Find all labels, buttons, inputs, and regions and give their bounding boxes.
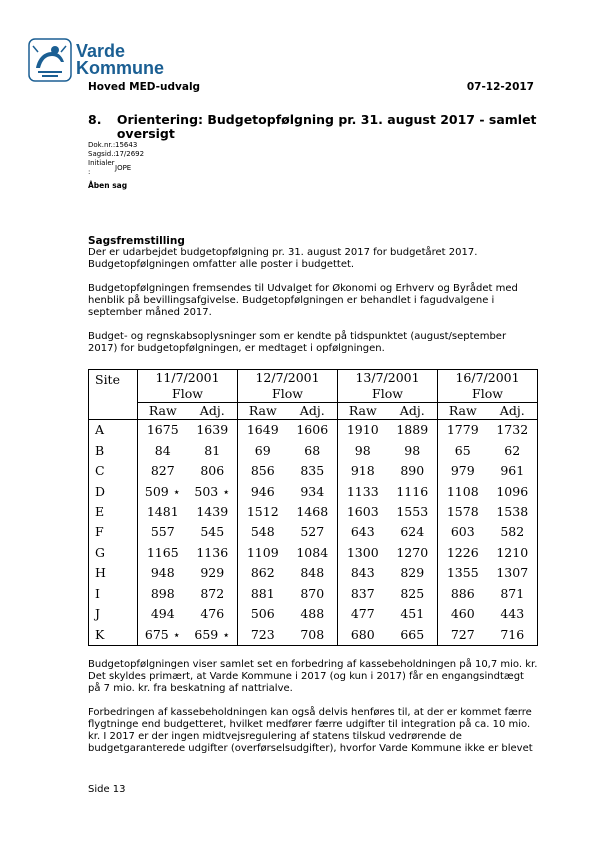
raw-cell: 65 xyxy=(454,442,471,458)
date-header: 12/7/2001 xyxy=(238,370,338,387)
date-header: 11/7/2001 xyxy=(138,370,238,387)
raw-cell: 675 ⋆ xyxy=(144,626,181,642)
raw-cell: 1578 xyxy=(446,504,479,520)
raw-header: Raw xyxy=(138,403,188,420)
raw-cell: 1649 xyxy=(246,422,279,438)
site-cell: F xyxy=(89,522,138,542)
meeting-header xyxy=(88,81,534,93)
table-row xyxy=(89,420,538,441)
adj-cell: 62 xyxy=(504,442,521,458)
committee-name: Hoved MED-udvalg xyxy=(88,81,201,93)
raw-cell: 827 xyxy=(150,463,175,479)
site-cell: C xyxy=(89,461,138,481)
adj-cell: 488 xyxy=(288,604,338,624)
raw-cell: 1165 xyxy=(146,544,179,560)
date-header: 16/7/2001 xyxy=(455,370,520,385)
table-row xyxy=(89,604,538,624)
site-cell: A xyxy=(89,420,138,441)
doknr-label: Dok.nr.: xyxy=(88,141,116,149)
doknr-value: 15643 xyxy=(115,141,138,149)
site-cell: B xyxy=(89,441,138,461)
raw-header: Raw xyxy=(338,403,388,420)
adj-cell: 1889 xyxy=(388,420,438,441)
adj-cell: 829 xyxy=(388,563,438,583)
paragraph: Der er udarbejdet budgetopfølgning pr. 31. august 2017 for budgetåret 2017. Budgetopfølgningen omfatter alle poster i budgettet. xyxy=(88,247,478,270)
adj-header: Adj. xyxy=(488,403,538,420)
adj-cell: 659 ⋆ xyxy=(188,624,238,645)
adj-header: Adj. xyxy=(288,403,338,420)
raw-cell: 1779 xyxy=(446,422,479,438)
adj-cell: 1439 xyxy=(188,502,238,522)
adj-cell: 1307 xyxy=(496,565,529,581)
adj-cell: 1639 xyxy=(188,420,238,441)
adj-cell: 870 xyxy=(288,584,338,604)
raw-cell: 918 xyxy=(350,463,375,479)
table-row xyxy=(89,584,538,604)
site-cell: J xyxy=(89,604,138,624)
table-row xyxy=(89,563,538,583)
initialer-label: Initialer : xyxy=(88,159,115,176)
site-header: Site xyxy=(89,370,138,420)
adj-cell: 871 xyxy=(500,585,525,601)
raw-cell: 1910 xyxy=(346,422,379,438)
adj-cell: 98 xyxy=(388,441,438,461)
raw-cell: 898 xyxy=(150,585,175,601)
raw-cell: 837 xyxy=(350,585,375,601)
adj-cell: 806 xyxy=(188,461,238,481)
adj-cell: 848 xyxy=(288,563,338,583)
flow-header: Flow xyxy=(138,386,238,403)
site-cell: K xyxy=(89,624,138,645)
item-number: 8. xyxy=(88,112,102,127)
raw-cell: 509 ⋆ xyxy=(144,483,181,499)
organization-name xyxy=(76,43,164,77)
table-row xyxy=(89,624,538,645)
raw-cell: 680 xyxy=(350,626,375,642)
adj-cell: 451 xyxy=(388,604,438,624)
raw-cell: 1512 xyxy=(246,504,279,520)
adj-cell: 1468 xyxy=(288,502,338,522)
raw-cell: 843 xyxy=(350,565,375,581)
adj-cell: 1136 xyxy=(188,543,238,563)
adj-cell: 716 xyxy=(500,626,525,642)
adj-cell: 665 xyxy=(388,624,438,645)
raw-cell: 477 xyxy=(350,606,375,622)
adj-cell: 1270 xyxy=(388,543,438,563)
site-cell: H xyxy=(89,563,138,583)
raw-header: Raw xyxy=(438,403,488,420)
site-cell: E xyxy=(89,502,138,522)
logo xyxy=(28,38,164,82)
adj-cell: 1732 xyxy=(496,422,529,438)
initialer-value: JOPE xyxy=(115,164,132,172)
adj-cell: 545 xyxy=(188,522,238,542)
adj-cell: 503 ⋆ xyxy=(188,481,238,501)
adj-cell: 476 xyxy=(188,604,238,624)
adj-cell: 624 xyxy=(388,522,438,542)
raw-header: Raw xyxy=(238,403,288,420)
lion-crest-icon xyxy=(28,38,72,82)
adj-cell: 582 xyxy=(500,524,525,540)
date-header: 13/7/2001 xyxy=(338,370,438,387)
adj-cell: 872 xyxy=(188,584,238,604)
adj-cell: 1553 xyxy=(388,502,438,522)
raw-cell: 1133 xyxy=(346,483,379,499)
sagsid-value: 17/2692 xyxy=(115,150,145,158)
table-row xyxy=(89,441,538,461)
raw-cell: 1675 xyxy=(146,422,179,438)
paragraph: Budgetopfølgningen viser samlet set en forbedring af kassebeholdningen på 10,7 mio. kr. Det skyldes primært, at Varde Kommune i 2017 (og kun i 2017) får en engangsindtægt på 7 mio. kr. fra beskatning af nattrialve. xyxy=(88,659,538,694)
section-heading: Sagsfremstilling xyxy=(88,235,185,247)
raw-cell: 603 xyxy=(450,524,475,540)
adj-cell: 1210 xyxy=(496,544,529,560)
adj-cell: 961 xyxy=(500,463,525,479)
adj-cell: 527 xyxy=(288,522,338,542)
flow-table xyxy=(88,369,538,646)
site-cell: D xyxy=(89,481,138,501)
raw-cell: 1355 xyxy=(446,565,479,581)
raw-cell: 460 xyxy=(450,606,475,622)
flow-header: Flow xyxy=(438,386,538,403)
raw-cell: 1108 xyxy=(446,483,479,499)
raw-cell: 727 xyxy=(450,626,475,642)
raw-cell: 979 xyxy=(450,463,475,479)
raw-cell: 494 xyxy=(150,606,175,622)
case-status: Åben sag xyxy=(88,181,128,190)
paragraph: Forbedringen af kassebeholdningen kan også delvis henføres til, at der er kommet færre flygtninge end budgetteret, hvilket medfører færre udgifter til integration på ca. 10 mio. kr. I 2017 er der ingen midtvejsregulering af statens tilskud vedrørende de budgetgaranterede udgifter (overførselsudgifter), hvorfor Varde Kommune ikke er blevet xyxy=(88,707,533,754)
adj-cell: 1096 xyxy=(496,483,529,499)
adj-cell: 825 xyxy=(388,584,438,604)
raw-cell: 886 xyxy=(450,585,475,601)
table-row xyxy=(89,502,538,522)
raw-cell: 84 xyxy=(154,442,171,458)
raw-cell: 1481 xyxy=(146,504,179,520)
adj-cell: 1116 xyxy=(388,481,438,501)
raw-cell: 1300 xyxy=(346,544,379,560)
adj-cell: 708 xyxy=(288,624,338,645)
table-row xyxy=(89,522,538,542)
flow-header: Flow xyxy=(338,386,438,403)
flow-header: Flow xyxy=(238,386,338,403)
raw-cell: 723 xyxy=(250,626,275,642)
table-body xyxy=(89,420,538,646)
adj-cell: 1538 xyxy=(496,504,529,520)
follow-up-text xyxy=(88,659,538,767)
agenda-item-heading xyxy=(88,113,538,141)
org-name-line2: Kommune xyxy=(76,58,165,78)
raw-cell: 1109 xyxy=(246,544,279,560)
adj-cell: 1084 xyxy=(288,543,338,563)
raw-cell: 1226 xyxy=(446,544,479,560)
adj-cell: 929 xyxy=(188,563,238,583)
table-row xyxy=(89,461,538,481)
raw-cell: 506 xyxy=(250,606,275,622)
adj-cell: 1606 xyxy=(288,420,338,441)
raw-cell: 98 xyxy=(354,442,371,458)
site-cell: G xyxy=(89,543,138,563)
raw-cell: 1603 xyxy=(346,504,379,520)
sagsid-label: Sagsid.: xyxy=(88,150,116,158)
adj-cell: 835 xyxy=(288,461,338,481)
raw-cell: 557 xyxy=(150,524,175,540)
adj-cell: 890 xyxy=(388,461,438,481)
site-cell: I xyxy=(89,584,138,604)
raw-cell: 862 xyxy=(250,565,275,581)
adj-cell: 68 xyxy=(288,441,338,461)
paragraph: Budgetopfølgningen fremsendes til Udvalget for Økonomi og Erhverv og Byrådet med henblik på bevillingsafgivelse. Budgetopfølgningen er behandlet i fagudvalgene i september måned 2017. xyxy=(88,283,518,318)
raw-cell: 548 xyxy=(250,524,275,540)
adj-cell: 443 xyxy=(500,606,525,622)
adj-header: Adj. xyxy=(388,403,438,420)
raw-cell: 69 xyxy=(254,442,271,458)
case-metadata xyxy=(88,141,144,177)
page-number: Side 13 xyxy=(88,784,126,795)
table-row xyxy=(89,543,538,563)
adj-cell: 934 xyxy=(288,481,338,501)
raw-cell: 948 xyxy=(150,565,175,581)
adj-cell: 81 xyxy=(188,441,238,461)
sagsfremstilling-section xyxy=(88,235,538,367)
raw-cell: 856 xyxy=(250,463,275,479)
raw-cell: 643 xyxy=(350,524,375,540)
adj-header: Adj. xyxy=(188,403,238,420)
raw-cell: 881 xyxy=(250,585,275,601)
item-title: Orientering: Budgetopfølgning pr. 31. august 2017 - samlet oversigt xyxy=(116,112,537,141)
paragraph: Budget- og regnskabsoplysninger som er kendte på tidspunktet (august/september 2017) for budgetopfølgningen, er medtaget i opfølgningen. xyxy=(88,331,507,354)
table-row xyxy=(89,481,538,501)
meeting-date: 07-12-2017 xyxy=(466,81,534,93)
org-name-line1: Varde xyxy=(76,41,126,61)
raw-cell: 946 xyxy=(250,483,275,499)
